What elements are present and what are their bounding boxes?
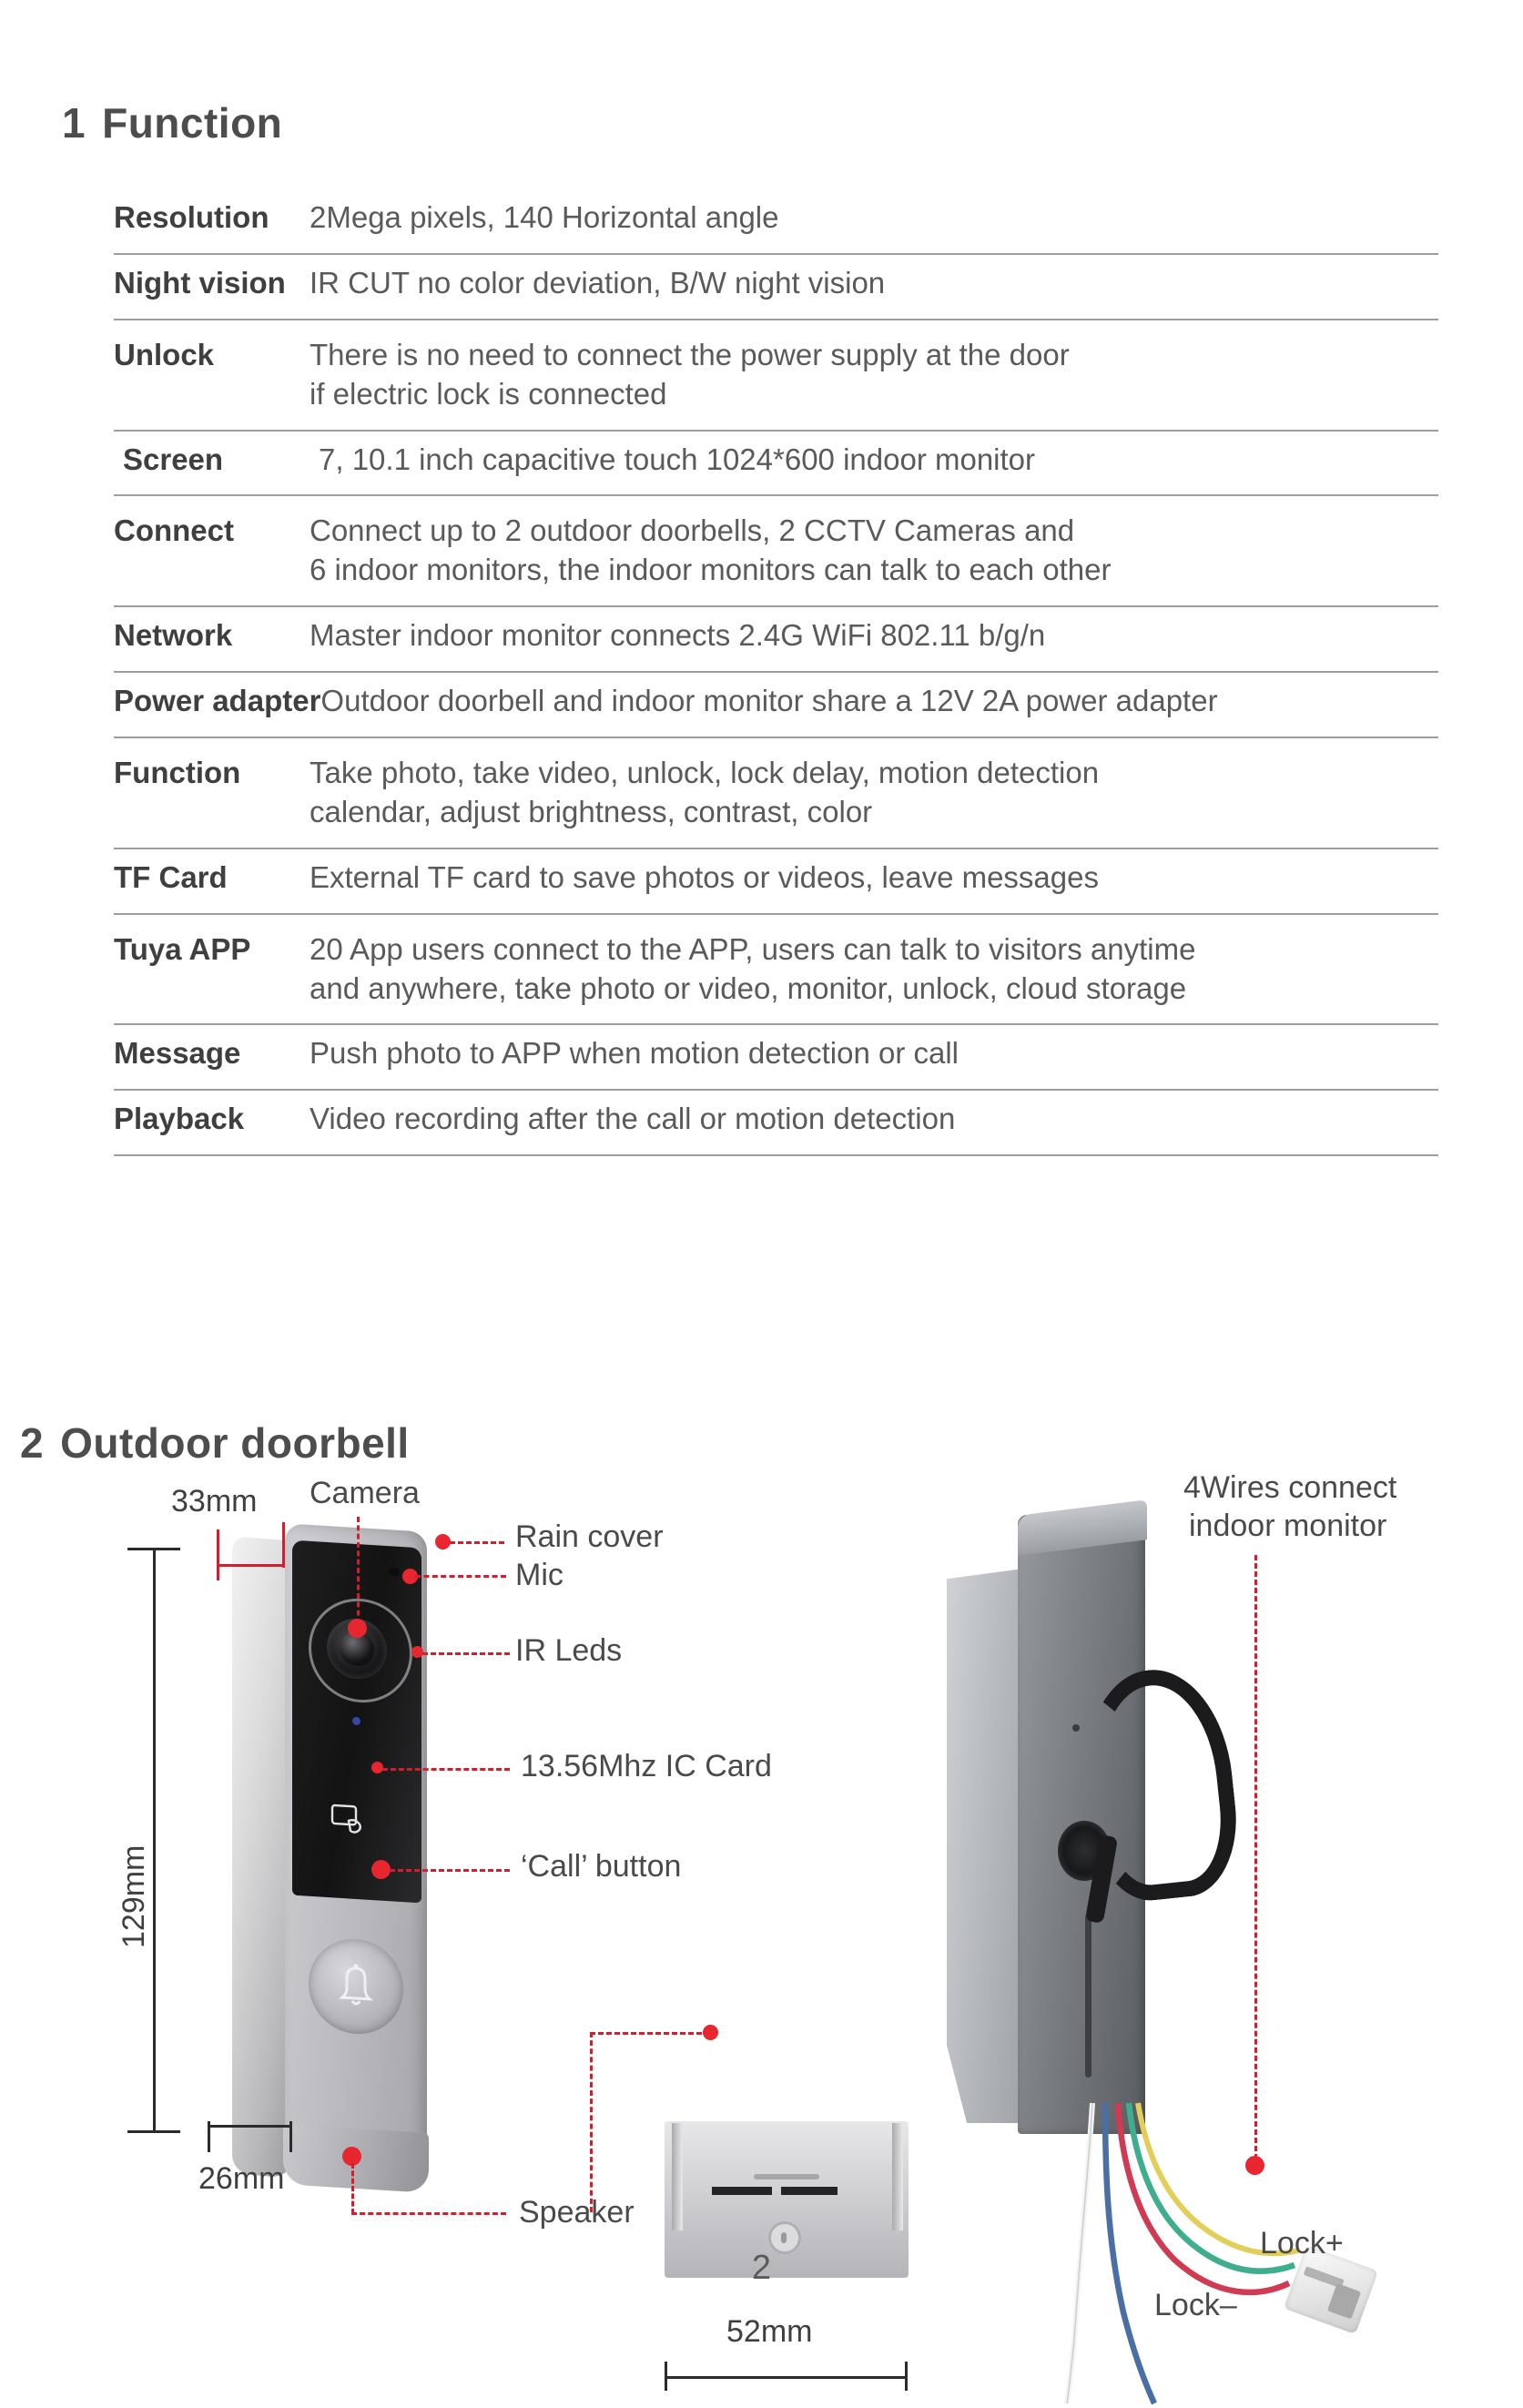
ic-card-icon [330,1800,369,1837]
spec-label: Unlock [114,337,215,371]
spec-label: Screen [123,442,224,476]
speaker-slot-left [712,2187,772,2195]
callout-dot-call-button [371,1860,391,1879]
spec-label: Power adapter [114,684,321,718]
dim-rule-26 [208,2125,291,2128]
bottom-rim-right [892,2123,903,2230]
callout-leader-rain-cover [450,1541,504,1544]
bell-icon [329,1957,383,2016]
connector-key [1327,2283,1361,2320]
dim-tick-33-right [282,1522,285,1568]
callout-label-lock-minus: Lock– [1154,2288,1237,2322]
callout-leader-ic-card [382,1768,510,1771]
doorbell-diagram [0,1470,1523,2349]
table-row [114,607,1438,673]
spec-value [310,1100,1438,1139]
section-heading-function [62,98,282,147]
callout-leader-wires [1254,1555,1257,2159]
spec-value [310,512,1438,590]
table-row [114,1091,1438,1156]
spec-value-line: Connect up to 2 outdoor doorbells, 2 CCTV Cameras and [310,513,1075,548]
table-row [114,673,1438,738]
table-row [114,849,1438,915]
dim-tick-52-left [665,2362,667,2391]
doorbell-rear-view-image [947,1495,1183,2169]
spec-label: Night vision [114,265,286,300]
spec-value [310,336,1438,414]
status-led [352,1717,360,1726]
section-heading-outdoor-doorbell [20,1418,410,1468]
specification-table [114,189,1438,1156]
callout-label-speaker: Speaker [519,2195,635,2230]
section-number: 2 [20,1419,45,1467]
dim-tick-52-right [905,2362,908,2391]
callout-leader-speaker-h1 [351,2212,506,2215]
spec-value [310,1034,1438,1073]
spec-value-line: calendar, adjust brightness, contrast, color [310,794,873,828]
spec-value [310,859,1438,898]
spec-value-line: Master indoor monitor connects 2.4G WiFi 802.11 b/g/n [310,618,1046,653]
spec-value-line: Take photo, take video, unlock, lock delay, motion detection [310,756,1100,790]
table-row [114,320,1438,432]
dimension-label-width-top: 33mm [171,1484,258,1519]
table-row [114,189,1438,255]
table-row [114,496,1438,607]
spec-value-line: 6 indoor monitors, the indoor monitors can talk to each other [310,553,1112,587]
spec-value [310,616,1438,655]
spec-value-line: 2Mega pixels, 140 Horizontal angle [310,200,779,234]
bottom-rim-left [672,2123,683,2230]
dimension-label-height: 129mm [117,1844,151,1948]
table-row [114,432,1438,497]
spec-value-line: and anywhere, take photo or video, monitor, unlock, cloud storage [310,970,1187,1005]
spec-value-line: Push photo to APP when motion detection or call [310,1036,959,1071]
spec-label: Connect [114,513,234,548]
callout-leader-mic [415,1575,506,1578]
callout-dot-camera [348,1619,367,1638]
spec-value-line: Outdoor doorbell and indoor monitor share a 12V 2A power adapter [320,684,1218,718]
spec-label: Message [114,1036,241,1071]
table-row [114,255,1438,320]
table-row [114,1025,1438,1091]
dim-rule-33 [217,1564,284,1567]
section-title: Function [102,99,283,147]
callout-label-camera: Camera [310,1476,420,1510]
callout-label-wires-line2: indoor monitor [1189,1509,1387,1543]
spec-value-line: There is no need to connect the power supply at the door [310,337,1070,371]
reset-pin-hole [1072,1724,1080,1732]
dim-rule-52 [665,2376,907,2379]
callout-leader-speaker-h2 [590,2032,710,2035]
spec-label: Playback [114,1102,245,1136]
callout-leader-ir-leds [422,1652,510,1655]
doorbell-front-view-image [232,1528,442,2192]
table-row [114,915,1438,1026]
spec-value [310,754,1438,832]
spec-value [320,682,1438,721]
callout-leader-speaker-v2 [590,2032,593,2212]
callout-dot-rain-cover [435,1534,451,1549]
spec-label: Function [114,756,241,790]
spec-value-line: 7, 10.1 inch capacitive touch 1024*600 indoor monitor [319,442,1036,476]
spec-label: Network [114,618,233,653]
speaker-slot-right [781,2187,838,2195]
spec-value [319,441,1438,480]
dimension-label-width-bottom: 52mm [726,2314,813,2349]
spec-value-line: if electric lock is connected [310,376,667,411]
spec-label: Tuya APP [114,931,251,966]
spec-value-line: External TF card to save photos or videos, leave messages [310,859,1099,894]
spec-value [310,930,1438,1009]
spec-label: TF Card [114,859,228,894]
spec-value [310,264,1438,303]
callout-leader-camera [357,1517,360,1624]
callout-leader-speaker-v1 [351,2163,354,2214]
callout-label-call-button: ‘Call’ button [521,1849,682,1884]
spec-value-line: Video recording after the call or motion detection [310,1102,956,1136]
table-row [114,738,1438,849]
callout-label-ir-leds: IR Leds [515,1633,623,1668]
callout-leader-call-button [390,1869,510,1872]
spec-value-line: 20 App users connect to the APP, users can talk to visitors anytime [310,931,1196,966]
callout-label-mic: Mic [515,1558,564,1592]
callout-label-rain-cover: Rain cover [515,1519,664,1554]
dim-rule-129 [153,1548,156,2132]
callout-label-lock-plus: Lock+ [1260,2226,1344,2261]
spec-value [310,198,1438,238]
callout-dot-wires-connector [1245,2156,1264,2175]
page-number: 2 [751,2249,772,2287]
mic-hole [389,1568,400,1577]
spec-value-line: IR CUT no color deviation, B/W night vision [310,265,886,300]
callout-dot-speaker-slot [703,2025,718,2040]
section-number: 1 [62,99,86,147]
dim-tick-33-left [217,1529,219,1580]
section-title: Outdoor doorbell [60,1419,410,1467]
dimension-label-depth: 26mm [198,2161,285,2196]
rear-vent-slot [1085,1914,1091,2078]
dim-tick-129-bottom [127,2130,180,2133]
callout-label-wires-line1: 4Wires connect [1183,1470,1397,1505]
spec-label: Resolution [114,200,269,234]
bottom-ridge [754,2174,819,2179]
callout-label-ic-card: 13.56Mhz IC Card [521,1749,772,1783]
